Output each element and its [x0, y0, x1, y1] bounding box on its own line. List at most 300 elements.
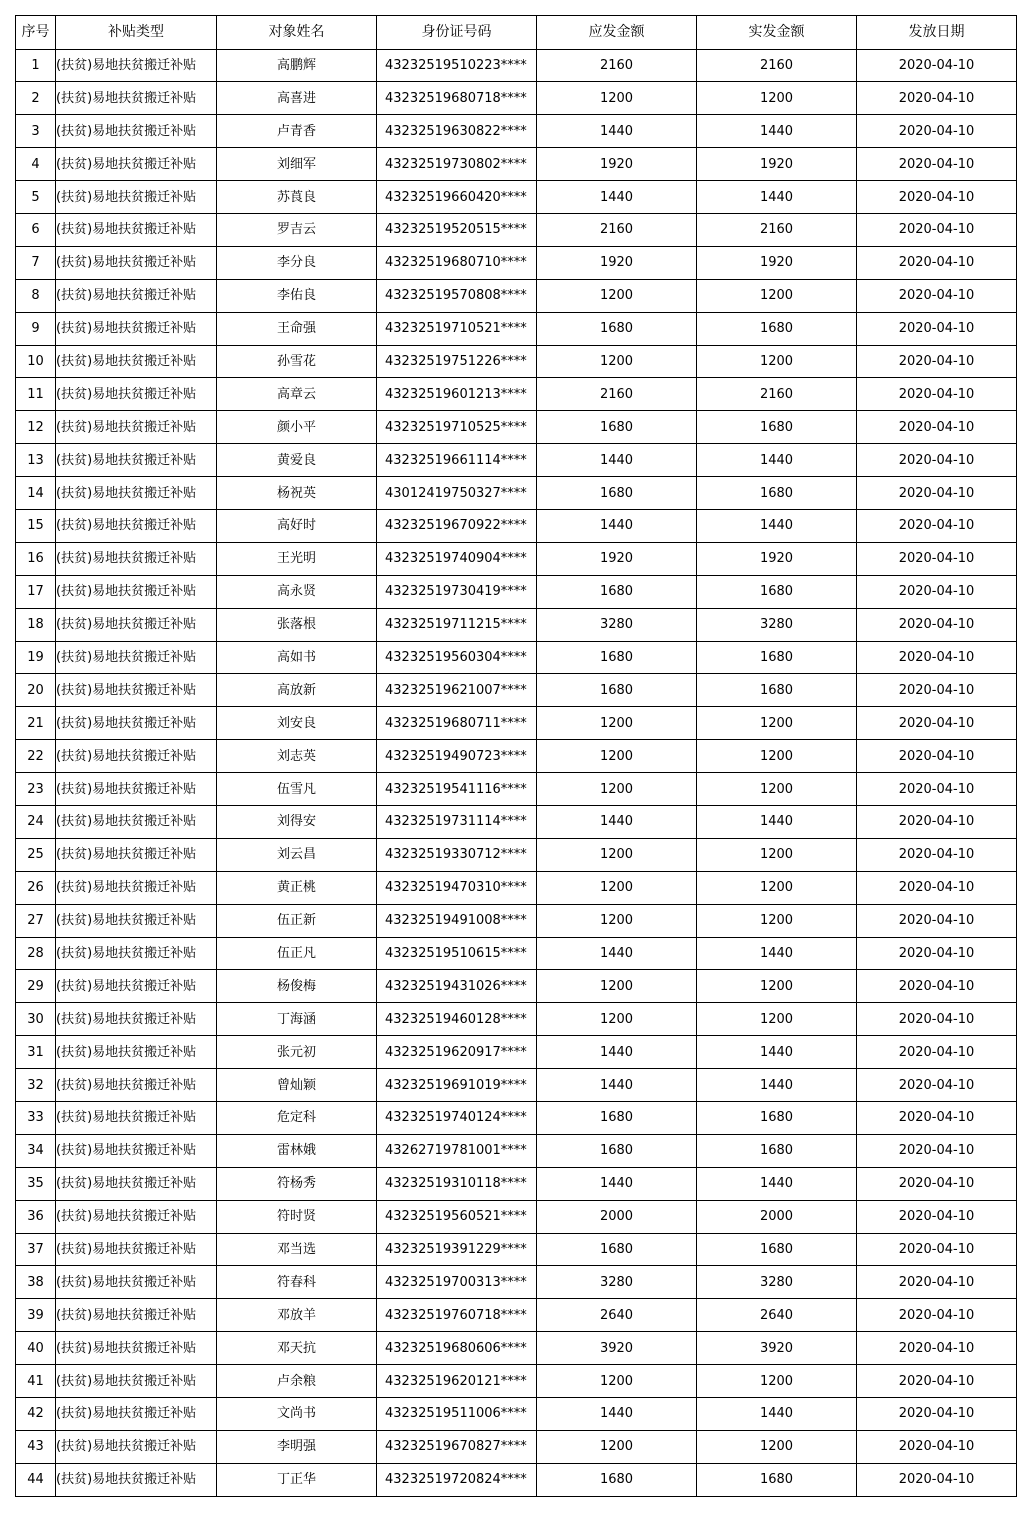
cell-amount-due: 1440: [537, 444, 697, 477]
cell-amount-due: 1920: [537, 148, 697, 181]
table-row: [16, 345, 1017, 378]
table-row: [16, 1233, 1017, 1266]
cell-name: 张元初: [217, 1036, 377, 1069]
cell-amount-paid: 1920: [697, 246, 857, 279]
cell-date: 2020-04-10: [857, 345, 1017, 378]
cell-seq: 32: [16, 1069, 56, 1102]
cell-name: 刘志英: [217, 740, 377, 773]
cell-amount-paid: 1440: [697, 805, 857, 838]
cell-amount-paid: 2160: [697, 378, 857, 411]
cell-seq: 6: [16, 213, 56, 246]
cell-amount-paid: 3280: [697, 1266, 857, 1299]
cell-subsidy-type: (扶贫)易地扶贫搬迁补贴: [56, 805, 217, 838]
cell-date: 2020-04-10: [857, 1036, 1017, 1069]
cell-seq: 39: [16, 1299, 56, 1332]
cell-amount-paid: 1680: [697, 411, 857, 444]
cell-id-number: 43232519560304****: [377, 641, 537, 674]
cell-id-number: 43232519470310****: [377, 871, 537, 904]
cell-date: 2020-04-10: [857, 641, 1017, 674]
cell-date: 2020-04-10: [857, 608, 1017, 641]
cell-seq: 29: [16, 970, 56, 1003]
cell-id-number: 43232519680711****: [377, 707, 537, 740]
cell-subsidy-type: (扶贫)易地扶贫搬迁补贴: [56, 1069, 217, 1102]
cell-name: 刘安良: [217, 707, 377, 740]
cell-amount-due: 1200: [537, 871, 697, 904]
table-row: [16, 641, 1017, 674]
cell-amount-paid: 1200: [697, 871, 857, 904]
cell-id-number: 43232519691019****: [377, 1069, 537, 1102]
cell-name: 刘云昌: [217, 838, 377, 871]
table-row: [16, 608, 1017, 641]
cell-date: 2020-04-10: [857, 477, 1017, 510]
cell-subsidy-type: (扶贫)易地扶贫搬迁补贴: [56, 148, 217, 181]
table-row: [16, 312, 1017, 345]
cell-subsidy-type: (扶贫)易地扶贫搬迁补贴: [56, 904, 217, 937]
cell-subsidy-type: (扶贫)易地扶贫搬迁补贴: [56, 1430, 217, 1463]
header-name: 对象姓名: [217, 16, 377, 50]
header-subsidy-type: 补贴类型: [56, 16, 217, 50]
cell-amount-paid: 1440: [697, 181, 857, 214]
table-row: [16, 838, 1017, 871]
cell-id-number: 43232519460128****: [377, 1003, 537, 1036]
cell-subsidy-type: (扶贫)易地扶贫搬迁补贴: [56, 608, 217, 641]
cell-id-number: 43232519670922****: [377, 509, 537, 542]
cell-date: 2020-04-10: [857, 575, 1017, 608]
cell-id-number: 43232519710525****: [377, 411, 537, 444]
cell-id-number: 43232519680718****: [377, 82, 537, 115]
cell-amount-paid: 1680: [697, 312, 857, 345]
header-id-number: 身份证号码: [377, 16, 537, 50]
cell-seq: 44: [16, 1463, 56, 1496]
cell-id-number: 43232519620917****: [377, 1036, 537, 1069]
cell-seq: 24: [16, 805, 56, 838]
table-row: [16, 1266, 1017, 1299]
cell-id-number: 43232519700313****: [377, 1266, 537, 1299]
cell-name: 颜小平: [217, 411, 377, 444]
cell-amount-due: 1440: [537, 1167, 697, 1200]
cell-subsidy-type: (扶贫)易地扶贫搬迁补贴: [56, 181, 217, 214]
cell-amount-paid: 1200: [697, 345, 857, 378]
cell-seq: 16: [16, 542, 56, 575]
cell-name: 伍正凡: [217, 937, 377, 970]
cell-date: 2020-04-10: [857, 49, 1017, 82]
cell-amount-due: 1200: [537, 773, 697, 806]
table-row: [16, 509, 1017, 542]
cell-name: 王命强: [217, 312, 377, 345]
cell-seq: 31: [16, 1036, 56, 1069]
cell-amount-due: 3920: [537, 1332, 697, 1365]
cell-seq: 38: [16, 1266, 56, 1299]
cell-amount-paid: 1440: [697, 509, 857, 542]
cell-name: 黄正桃: [217, 871, 377, 904]
cell-id-number: 43232519630822****: [377, 115, 537, 148]
cell-date: 2020-04-10: [857, 115, 1017, 148]
cell-id-number: 43232519490723****: [377, 740, 537, 773]
subsidy-table: [15, 15, 1017, 1497]
cell-date: 2020-04-10: [857, 1069, 1017, 1102]
cell-amount-due: 1920: [537, 542, 697, 575]
cell-name: 高章云: [217, 378, 377, 411]
cell-amount-paid: 1680: [697, 1134, 857, 1167]
cell-subsidy-type: (扶贫)易地扶贫搬迁补贴: [56, 707, 217, 740]
cell-name: 李分良: [217, 246, 377, 279]
cell-date: 2020-04-10: [857, 378, 1017, 411]
cell-subsidy-type: (扶贫)易地扶贫搬迁补贴: [56, 542, 217, 575]
cell-name: 杨俊梅: [217, 970, 377, 1003]
cell-name: 邓天抗: [217, 1332, 377, 1365]
cell-amount-paid: 1920: [697, 148, 857, 181]
cell-amount-paid: 1440: [697, 1167, 857, 1200]
table-row: [16, 970, 1017, 1003]
table-row: [16, 411, 1017, 444]
cell-seq: 9: [16, 312, 56, 345]
cell-subsidy-type: (扶贫)易地扶贫搬迁补贴: [56, 575, 217, 608]
cell-amount-paid: 2160: [697, 49, 857, 82]
cell-date: 2020-04-10: [857, 904, 1017, 937]
table-row: [16, 477, 1017, 510]
cell-id-number: 43232519620121****: [377, 1365, 537, 1398]
cell-amount-paid: 1200: [697, 904, 857, 937]
cell-amount-paid: 1440: [697, 1398, 857, 1431]
cell-subsidy-type: (扶贫)易地扶贫搬迁补贴: [56, 411, 217, 444]
cell-name: 曾灿颖: [217, 1069, 377, 1102]
cell-amount-due: 2160: [537, 378, 697, 411]
cell-date: 2020-04-10: [857, 1102, 1017, 1135]
cell-seq: 12: [16, 411, 56, 444]
cell-name: 李明强: [217, 1430, 377, 1463]
table-row: [16, 1200, 1017, 1233]
table-row: [16, 1398, 1017, 1431]
cell-id-number: 43232519601213****: [377, 378, 537, 411]
table-row: [16, 904, 1017, 937]
cell-subsidy-type: (扶贫)易地扶贫搬迁补贴: [56, 773, 217, 806]
cell-id-number: 43232519541116****: [377, 773, 537, 806]
cell-subsidy-type: (扶贫)易地扶贫搬迁补贴: [56, 279, 217, 312]
cell-amount-due: 1680: [537, 411, 697, 444]
cell-name: 雷林娥: [217, 1134, 377, 1167]
cell-seq: 36: [16, 1200, 56, 1233]
table-row: [16, 1036, 1017, 1069]
cell-seq: 28: [16, 937, 56, 970]
cell-id-number: 43232519730802****: [377, 148, 537, 181]
cell-seq: 2: [16, 82, 56, 115]
cell-seq: 37: [16, 1233, 56, 1266]
cell-seq: 4: [16, 148, 56, 181]
cell-amount-due: 2160: [537, 213, 697, 246]
cell-amount-paid: 1200: [697, 838, 857, 871]
table-row: [16, 1332, 1017, 1365]
cell-subsidy-type: (扶贫)易地扶贫搬迁补贴: [56, 871, 217, 904]
cell-subsidy-type: (扶贫)易地扶贫搬迁补贴: [56, 312, 217, 345]
cell-name: 刘细军: [217, 148, 377, 181]
cell-subsidy-type: (扶贫)易地扶贫搬迁补贴: [56, 444, 217, 477]
cell-seq: 11: [16, 378, 56, 411]
table-row: [16, 181, 1017, 214]
table-row: [16, 1299, 1017, 1332]
cell-amount-paid: 2640: [697, 1299, 857, 1332]
table-row: [16, 773, 1017, 806]
cell-amount-paid: 1680: [697, 1102, 857, 1135]
cell-id-number: 43232519431026****: [377, 970, 537, 1003]
cell-date: 2020-04-10: [857, 1398, 1017, 1431]
cell-name: 邓放羊: [217, 1299, 377, 1332]
cell-name: 卢青香: [217, 115, 377, 148]
cell-name: 伍雪凡: [217, 773, 377, 806]
cell-subsidy-type: (扶贫)易地扶贫搬迁补贴: [56, 1167, 217, 1200]
cell-amount-due: 1200: [537, 279, 697, 312]
cell-seq: 33: [16, 1102, 56, 1135]
cell-date: 2020-04-10: [857, 411, 1017, 444]
table-row: [16, 378, 1017, 411]
cell-name: 孙雪花: [217, 345, 377, 378]
cell-amount-paid: 1200: [697, 1003, 857, 1036]
table-row: [16, 805, 1017, 838]
cell-id-number: 43232519711215****: [377, 608, 537, 641]
cell-id-number: 43232519491008****: [377, 904, 537, 937]
cell-subsidy-type: (扶贫)易地扶贫搬迁补贴: [56, 378, 217, 411]
cell-amount-due: 1680: [537, 575, 697, 608]
table-row: [16, 1365, 1017, 1398]
cell-seq: 14: [16, 477, 56, 510]
cell-amount-due: 1440: [537, 181, 697, 214]
cell-amount-paid: 2160: [697, 213, 857, 246]
cell-subsidy-type: (扶贫)易地扶贫搬迁补贴: [56, 1266, 217, 1299]
cell-amount-due: 1440: [537, 1398, 697, 1431]
cell-name: 苏莨良: [217, 181, 377, 214]
cell-seq: 17: [16, 575, 56, 608]
cell-amount-due: 1680: [537, 1102, 697, 1135]
cell-id-number: 43232519680606****: [377, 1332, 537, 1365]
cell-amount-paid: 3280: [697, 608, 857, 641]
cell-seq: 8: [16, 279, 56, 312]
cell-amount-paid: 1200: [697, 970, 857, 1003]
cell-subsidy-type: (扶贫)易地扶贫搬迁补贴: [56, 970, 217, 1003]
cell-amount-due: 3280: [537, 608, 697, 641]
cell-amount-paid: 1200: [697, 279, 857, 312]
header-amount-paid: 实发金额: [697, 16, 857, 50]
cell-subsidy-type: (扶贫)易地扶贫搬迁补贴: [56, 49, 217, 82]
table-row: [16, 1069, 1017, 1102]
cell-seq: 18: [16, 608, 56, 641]
cell-id-number: 43232519720824****: [377, 1463, 537, 1496]
cell-name: 李佑良: [217, 279, 377, 312]
cell-id-number: 43232519710521****: [377, 312, 537, 345]
table-row: [16, 49, 1017, 82]
header-amount-due: 应发金额: [537, 16, 697, 50]
cell-amount-paid: 1440: [697, 1069, 857, 1102]
cell-seq: 25: [16, 838, 56, 871]
cell-amount-due: 1440: [537, 509, 697, 542]
table-row: [16, 82, 1017, 115]
cell-id-number: 43232519560521****: [377, 1200, 537, 1233]
table-row: [16, 542, 1017, 575]
cell-amount-due: 1200: [537, 970, 697, 1003]
cell-amount-paid: 1200: [697, 773, 857, 806]
cell-name: 邓当选: [217, 1233, 377, 1266]
cell-subsidy-type: (扶贫)易地扶贫搬迁补贴: [56, 1299, 217, 1332]
table-row: [16, 1102, 1017, 1135]
cell-amount-due: 1200: [537, 82, 697, 115]
cell-id-number: 43232519680710****: [377, 246, 537, 279]
cell-subsidy-type: (扶贫)易地扶贫搬迁补贴: [56, 1332, 217, 1365]
cell-id-number: 43012419750327****: [377, 477, 537, 510]
cell-amount-paid: 1440: [697, 1036, 857, 1069]
cell-seq: 1: [16, 49, 56, 82]
cell-id-number: 43232519511006****: [377, 1398, 537, 1431]
cell-seq: 22: [16, 740, 56, 773]
table-row: [16, 1003, 1017, 1036]
cell-subsidy-type: (扶贫)易地扶贫搬迁补贴: [56, 213, 217, 246]
cell-id-number: 43232519520515****: [377, 213, 537, 246]
cell-amount-due: 3280: [537, 1266, 697, 1299]
cell-id-number: 43232519391229****: [377, 1233, 537, 1266]
cell-subsidy-type: (扶贫)易地扶贫搬迁补贴: [56, 1463, 217, 1496]
cell-amount-due: 1440: [537, 1069, 697, 1102]
table-row: [16, 213, 1017, 246]
cell-subsidy-type: (扶贫)易地扶贫搬迁补贴: [56, 82, 217, 115]
cell-amount-due: 1680: [537, 1233, 697, 1266]
cell-amount-due: 1200: [537, 345, 697, 378]
cell-amount-due: 1200: [537, 707, 697, 740]
cell-name: 符杨秀: [217, 1167, 377, 1200]
cell-date: 2020-04-10: [857, 279, 1017, 312]
cell-amount-paid: 1200: [697, 82, 857, 115]
cell-name: 高永贤: [217, 575, 377, 608]
cell-date: 2020-04-10: [857, 805, 1017, 838]
cell-amount-due: 1680: [537, 312, 697, 345]
cell-date: 2020-04-10: [857, 246, 1017, 279]
cell-id-number: 43232519510223****: [377, 49, 537, 82]
cell-amount-paid: 1680: [697, 1233, 857, 1266]
table-row: [16, 115, 1017, 148]
cell-name: 危定科: [217, 1102, 377, 1135]
cell-amount-paid: 1680: [697, 575, 857, 608]
cell-seq: 35: [16, 1167, 56, 1200]
table-row: [16, 575, 1017, 608]
cell-date: 2020-04-10: [857, 1200, 1017, 1233]
cell-seq: 34: [16, 1134, 56, 1167]
cell-amount-paid: 1200: [697, 740, 857, 773]
cell-amount-paid: 1440: [697, 937, 857, 970]
cell-date: 2020-04-10: [857, 82, 1017, 115]
cell-seq: 30: [16, 1003, 56, 1036]
cell-date: 2020-04-10: [857, 773, 1017, 806]
cell-amount-due: 1200: [537, 904, 697, 937]
cell-name: 丁正华: [217, 1463, 377, 1496]
cell-seq: 26: [16, 871, 56, 904]
cell-date: 2020-04-10: [857, 542, 1017, 575]
table-row: [16, 871, 1017, 904]
cell-amount-paid: 1440: [697, 115, 857, 148]
cell-amount-paid: 1200: [697, 1365, 857, 1398]
cell-date: 2020-04-10: [857, 1299, 1017, 1332]
cell-date: 2020-04-10: [857, 740, 1017, 773]
cell-date: 2020-04-10: [857, 213, 1017, 246]
cell-date: 2020-04-10: [857, 1167, 1017, 1200]
cell-subsidy-type: (扶贫)易地扶贫搬迁补贴: [56, 674, 217, 707]
cell-id-number: 43232519740904****: [377, 542, 537, 575]
cell-subsidy-type: (扶贫)易地扶贫搬迁补贴: [56, 838, 217, 871]
cell-name: 符时贤: [217, 1200, 377, 1233]
cell-amount-due: 1680: [537, 674, 697, 707]
table-row: [16, 674, 1017, 707]
cell-id-number: 43232519570808****: [377, 279, 537, 312]
cell-seq: 20: [16, 674, 56, 707]
cell-amount-paid: 1200: [697, 1430, 857, 1463]
cell-id-number: 43232519760718****: [377, 1299, 537, 1332]
cell-name: 卢余粮: [217, 1365, 377, 1398]
cell-amount-due: 1200: [537, 1003, 697, 1036]
cell-seq: 3: [16, 115, 56, 148]
cell-amount-paid: 1920: [697, 542, 857, 575]
cell-amount-due: 1200: [537, 740, 697, 773]
table-row: [16, 148, 1017, 181]
cell-seq: 15: [16, 509, 56, 542]
cell-date: 2020-04-10: [857, 148, 1017, 181]
cell-name: 王光明: [217, 542, 377, 575]
cell-id-number: 43262719781001****: [377, 1134, 537, 1167]
cell-name: 刘得安: [217, 805, 377, 838]
cell-amount-paid: 1680: [697, 1463, 857, 1496]
cell-subsidy-type: (扶贫)易地扶贫搬迁补贴: [56, 1200, 217, 1233]
cell-subsidy-type: (扶贫)易地扶贫搬迁补贴: [56, 937, 217, 970]
cell-id-number: 43232519621007****: [377, 674, 537, 707]
cell-date: 2020-04-10: [857, 1365, 1017, 1398]
cell-amount-due: 2640: [537, 1299, 697, 1332]
cell-date: 2020-04-10: [857, 937, 1017, 970]
cell-name: 罗吉云: [217, 213, 377, 246]
table-body: [16, 49, 1017, 1496]
cell-name: 黄爱良: [217, 444, 377, 477]
cell-id-number: 43232519330712****: [377, 838, 537, 871]
cell-date: 2020-04-10: [857, 707, 1017, 740]
cell-name: 高好时: [217, 509, 377, 542]
table-row: [16, 1167, 1017, 1200]
cell-date: 2020-04-10: [857, 509, 1017, 542]
cell-date: 2020-04-10: [857, 444, 1017, 477]
cell-amount-paid: 1680: [697, 674, 857, 707]
cell-name: 张落根: [217, 608, 377, 641]
cell-name: 高鹏辉: [217, 49, 377, 82]
cell-amount-paid: 2000: [697, 1200, 857, 1233]
cell-amount-due: 1440: [537, 1036, 697, 1069]
cell-subsidy-type: (扶贫)易地扶贫搬迁补贴: [56, 1036, 217, 1069]
cell-amount-due: 2160: [537, 49, 697, 82]
cell-subsidy-type: (扶贫)易地扶贫搬迁补贴: [56, 1233, 217, 1266]
cell-id-number: 43232519751226****: [377, 345, 537, 378]
cell-amount-due: 1200: [537, 1430, 697, 1463]
cell-id-number: 43232519661114****: [377, 444, 537, 477]
cell-amount-due: 1440: [537, 937, 697, 970]
cell-subsidy-type: (扶贫)易地扶贫搬迁补贴: [56, 509, 217, 542]
cell-amount-paid: 1440: [697, 444, 857, 477]
cell-amount-due: 2000: [537, 1200, 697, 1233]
cell-id-number: 43232519670827****: [377, 1430, 537, 1463]
cell-name: 文尚书: [217, 1398, 377, 1431]
cell-name: 符春科: [217, 1266, 377, 1299]
cell-name: 高放新: [217, 674, 377, 707]
cell-subsidy-type: (扶贫)易地扶贫搬迁补贴: [56, 115, 217, 148]
cell-date: 2020-04-10: [857, 181, 1017, 214]
cell-date: 2020-04-10: [857, 838, 1017, 871]
cell-id-number: 43232519660420****: [377, 181, 537, 214]
table-row: [16, 1430, 1017, 1463]
cell-seq: 43: [16, 1430, 56, 1463]
cell-amount-due: 1440: [537, 115, 697, 148]
cell-name: 高如书: [217, 641, 377, 674]
cell-date: 2020-04-10: [857, 312, 1017, 345]
cell-seq: 13: [16, 444, 56, 477]
